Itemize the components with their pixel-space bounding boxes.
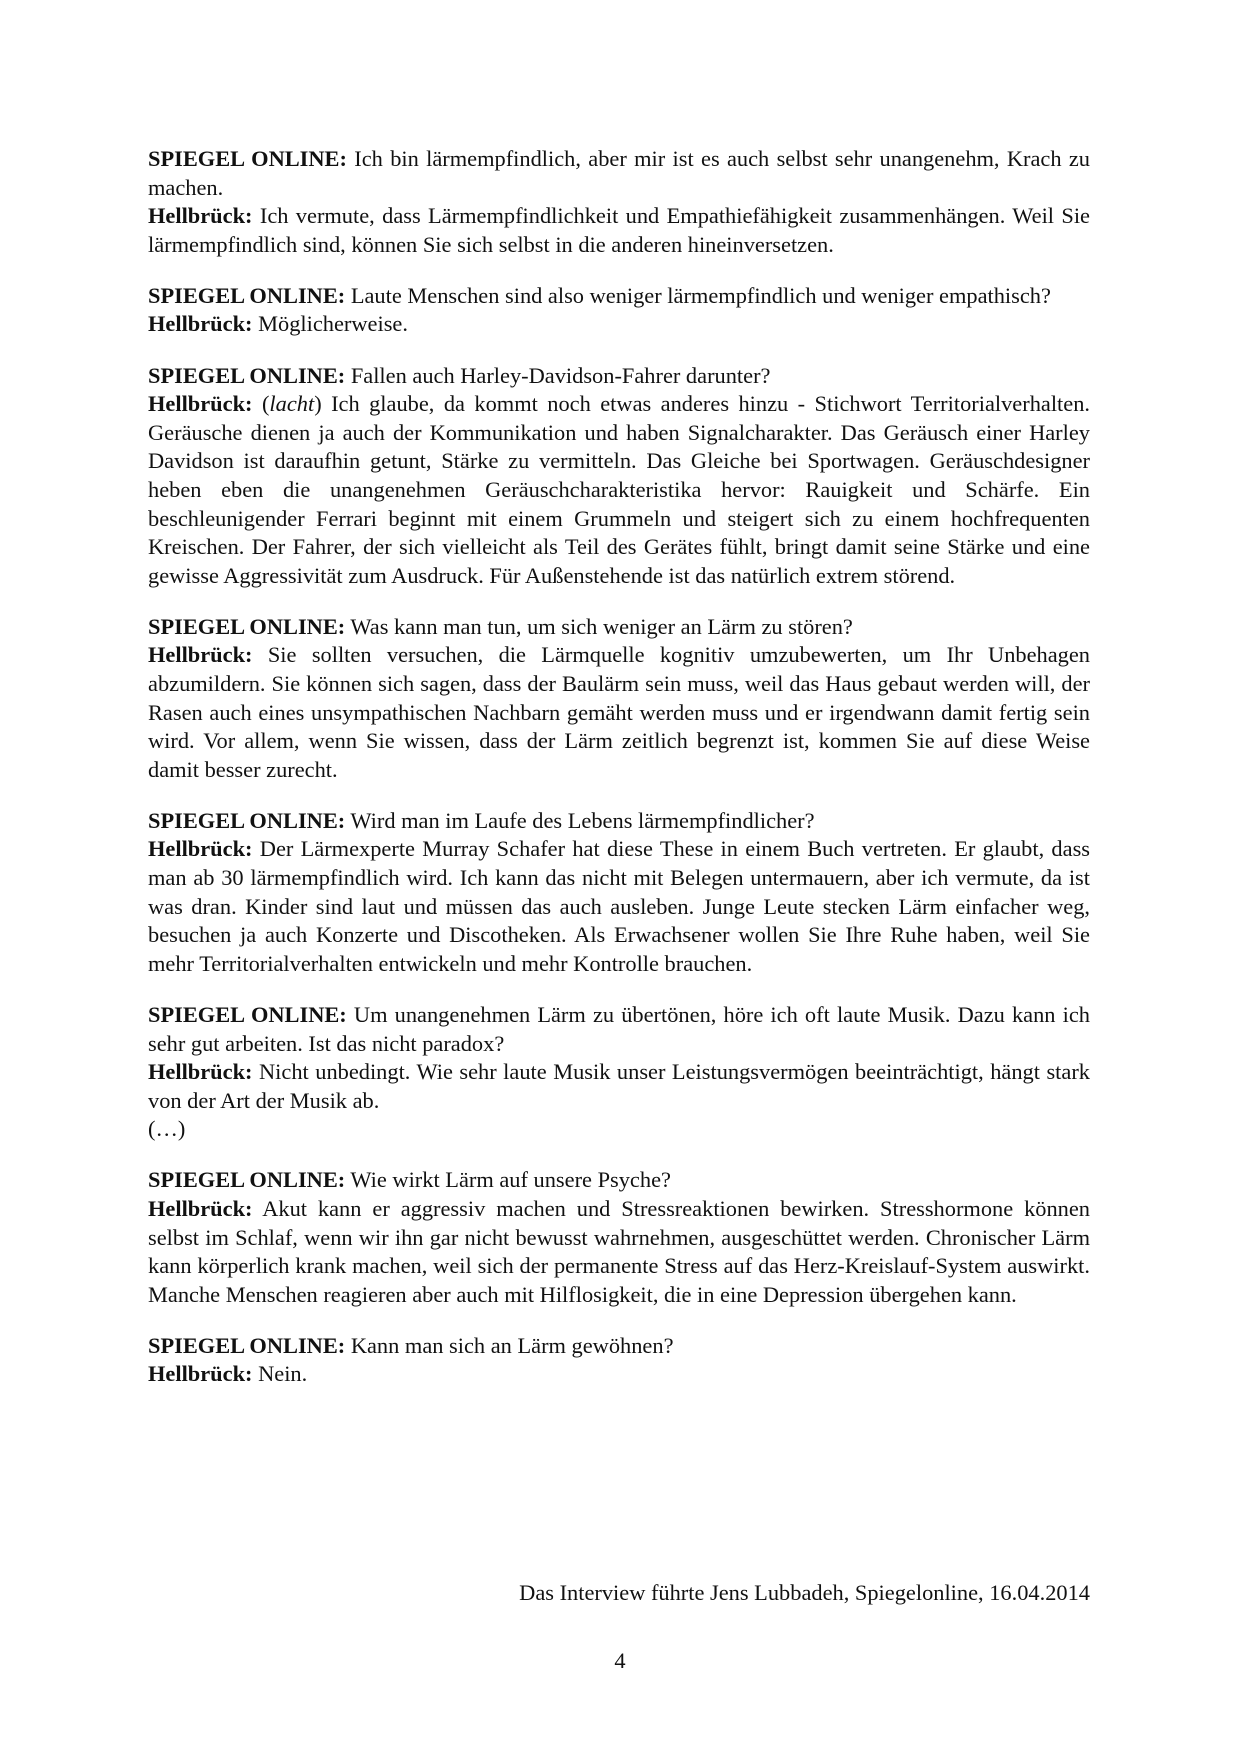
answer [148, 1360, 1090, 1389]
qa-block [148, 145, 1090, 259]
interview-body [148, 145, 1090, 1412]
answer [148, 202, 1090, 259]
answer-text: Nein. [252, 1361, 308, 1387]
page-number: 4 [614, 1648, 626, 1673]
question-text: Wie wirkt Lärm auf unsere Psyche? [345, 1167, 671, 1193]
interviewer-label: SPIEGEL ONLINE: [148, 1167, 346, 1193]
question [148, 1166, 1090, 1195]
answer-text: ) Ich glaube, da kommt noch etwas anderes hinzu - Stichwort Territorialverhalten. Geräusche dienen ja auch der Kommunikation und haben Signalcharakter. Das Geräusch einer Harley Davidson ist daraufhin getunt, Stärke zu vermitteln. Das Gleiche bei Sportwagen. Geräuschdesigner heben eben die unangenehmen Geräuschcharakteristika hervor: Rauigkeit und Schärfe. Ein beschleunigender Ferrari beginnt mit einem Grummeln und steigert sich zu einem hochfrequenten Kreischen. Der Fahrer, der sich vielleicht als Teil des Gerätes fühlt, bringt damit seine Stärke und eine gewisse Aggressivität zum Ausdruck. Für Außenstehende ist das natürlich extrem störend. [148, 391, 1090, 588]
question [148, 613, 1090, 642]
interviewee-label: Hellbrück: [148, 642, 253, 668]
interviewer-label: SPIEGEL ONLINE: [148, 146, 347, 171]
interviewer-label: SPIEGEL ONLINE: [148, 613, 346, 639]
question [148, 362, 1090, 391]
qa-block [148, 282, 1090, 339]
qa-block [148, 1166, 1090, 1309]
question [148, 807, 1090, 836]
qa-block [148, 613, 1090, 785]
answer [148, 310, 1090, 339]
answer-text: Nicht unbedingt. Wie sehr laute Musik unser Leistungsvermögen beeinträchtigt, hängt stark von der Art der Musik ab. [148, 1059, 1090, 1113]
answer [148, 390, 1090, 590]
interviewer-label: SPIEGEL ONLINE: [148, 1332, 346, 1358]
qa-block [148, 1332, 1090, 1389]
question [148, 282, 1090, 311]
interviewer-label: SPIEGEL ONLINE: [148, 362, 346, 388]
interviewer-label: SPIEGEL ONLINE: [148, 807, 346, 833]
qa-block [148, 362, 1090, 591]
question-text: Laute Menschen sind also weniger lärmempfindlich und weniger empathisch? [345, 282, 1051, 308]
interviewer-label: SPIEGEL ONLINE: [148, 1001, 347, 1027]
interviewee-label: Hellbrück: [148, 836, 253, 862]
interviewee-label: Hellbrück: [148, 1361, 253, 1387]
interviewee-label: Hellbrück: [148, 1196, 253, 1221]
qa-block [148, 1001, 1090, 1144]
question-text: Um unangenehmen Lärm zu übertönen, höre ich oft laute Musik. Dazu kann ich sehr gut arbeiten. Ist das nicht paradox? [148, 1001, 1090, 1056]
answer-text: Sie sollten versuchen, die Lärmquelle kognitiv umzubewerten, um Ihr Unbehagen abzumildern. Sie können sich sagen, dass der Baulärm sein muss, weil das Haus gebaut werden will, der Rasen auch eines unsympathischen Nachbarn gemäht werden muss und er irgendwann damit fertig sein wird. Vor allem, wenn Sie wissen, dass der Lärm zeitlich begrenzt ist, kommen Sie auf diese Weise damit besser zurecht. [148, 642, 1090, 782]
interviewer-label: SPIEGEL ONLINE: [148, 282, 346, 308]
interviewee-label: Hellbrück: [148, 203, 253, 229]
question-text: Kann man sich an Lärm gewöhnen? [345, 1332, 674, 1358]
question [148, 145, 1090, 202]
answer-paren-open: ( [252, 391, 270, 417]
interviewee-label: Hellbrück: [148, 391, 253, 417]
interviewee-label: Hellbrück: [148, 1059, 253, 1085]
question-text: Wird man im Laufe des Lebens lärmempfindlicher? [345, 807, 815, 833]
interviewee-label: Hellbrück: [148, 311, 253, 337]
answer-text: Möglicherweise. [252, 311, 408, 337]
answer-text: Ich vermute, dass Lärmempfindlichkeit und Empathiefähigkeit zusammenhängen. Weil Sie lärmempfindlich sind, können Sie sich selbst in die anderen hineinversetzen. [148, 203, 1090, 257]
answer [148, 641, 1090, 784]
answer [148, 1058, 1090, 1115]
interview-credit: Das Interview führte Jens Lubbadeh, Spiegelonline, 16.04.2014 [519, 1580, 1090, 1605]
stage-direction: lacht [269, 391, 315, 417]
answer-text: Der Lärmexperte Murray Schafer hat diese These in einem Buch vertreten. Er glaubt, dass man ab 30 lärmempfindlich wird. Ich kann das nicht mit Belegen untermauern, aber ich vermute, da ist was dran. Kinder sind laut und müssen das auch ausleben. Junge Leute stecken Lärm einfacher weg, besuchen ja auch Konzerte und Discotheken. Als Erwachsener wollen Sie Ihre Ruhe haben, weil Sie mehr Territorialverhalten entwickeln und mehr Kontrolle brauchen. [148, 836, 1090, 976]
answer [148, 835, 1090, 978]
question-text: Ich bin lärmempfindlich, aber mir ist es auch selbst sehr unangenehm, Krach zu machen. [148, 146, 1091, 200]
question-text: Was kann man tun, um sich weniger an Lärm zu stören? [345, 613, 853, 639]
omission-mark: (…) [148, 1116, 186, 1142]
qa-block [148, 807, 1090, 979]
answer [148, 1195, 1090, 1309]
question [148, 1001, 1090, 1058]
question-text: Fallen auch Harley-Davidson-Fahrer darunter? [345, 362, 771, 388]
answer-text: Akut kann er aggressiv machen und Stressreaktionen bewirken. Stresshormone können selbst im Schlaf, wenn wir ihn gar nicht bewusst wahrnehmen, ausgeschüttet werden. Chronischer Lärm kann körperlich krank machen, weil sich der permanente Stress auf das Herz-Kreislauf-System auswirkt. Manche Menschen reagieren aber auch mit Hilflosigkeit, die in eine Depression übergehen kann. [148, 1196, 1090, 1307]
question [148, 1332, 1090, 1361]
